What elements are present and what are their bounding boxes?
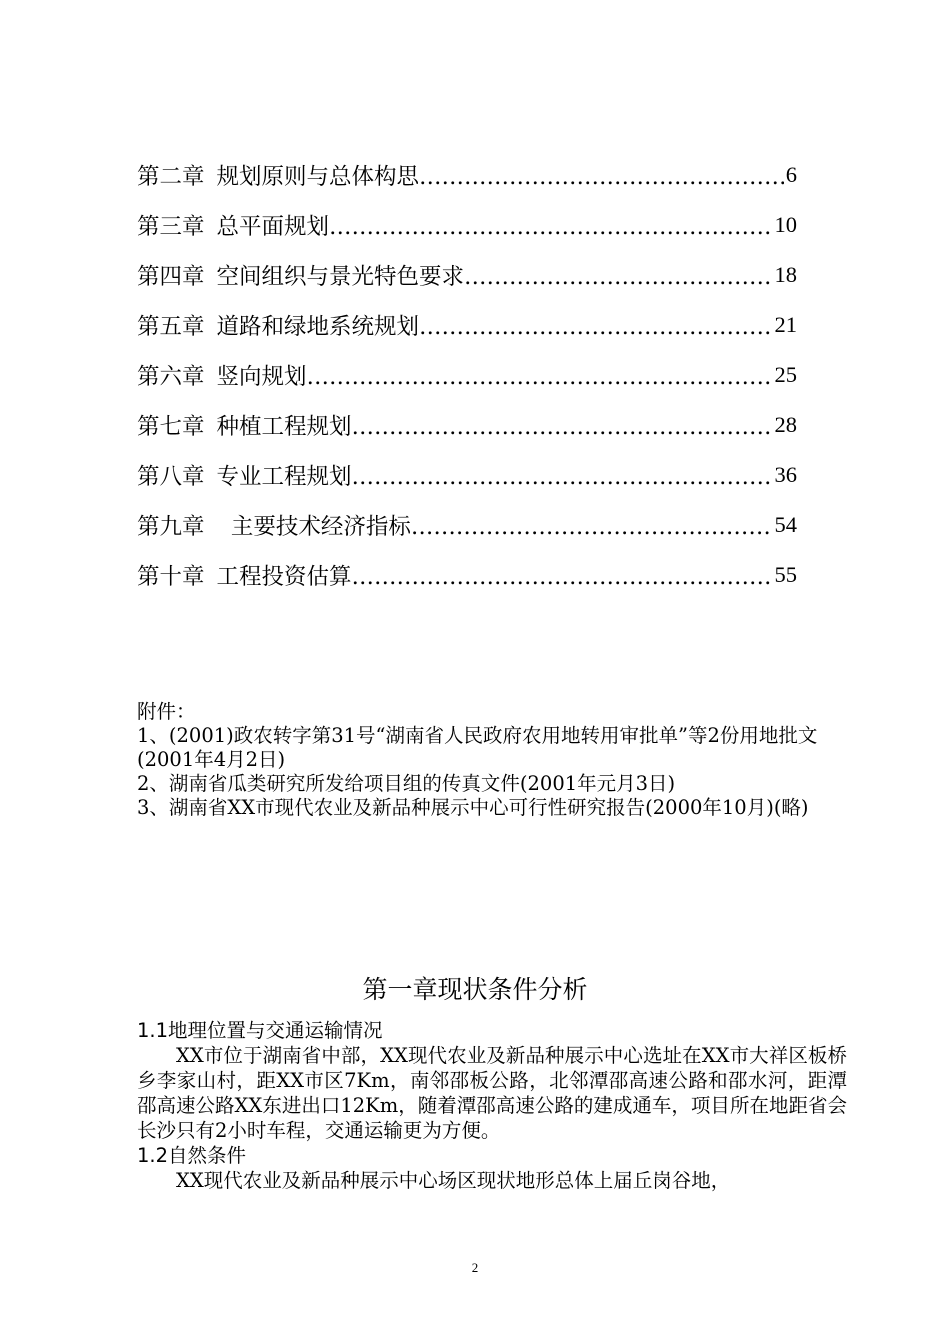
- toc-chapter-number: 第二章: [137, 164, 205, 190]
- toc-page-number: 25: [774, 362, 797, 387]
- toc-chapter-number: 第五章: [137, 314, 205, 340]
- toc-entry[interactable]: [137, 350, 797, 400]
- toc-chapter-title: 专业工程规划: [216, 464, 352, 490]
- toc-page-number: 6: [785, 162, 797, 187]
- toc-chapter-number: 第三章: [137, 214, 205, 240]
- section-paragraph: XX市位于湖南省中部，XX现代农业及新品种展示中心选址在XX市大祥区板桥乡李家山村，距XX市区7Km，南邻邵板公路，北邻潭邵高速公路和邵水河，距潭邵高速公路XX东进出口12Km，随着潭邵高速公路的建成通车，项目所在地距省会长沙只有2小时车程，交通运输更为方便。: [137, 1044, 847, 1142]
- toc-dot-leader: [352, 564, 773, 587]
- toc-chapter-number: 第八章: [137, 464, 205, 490]
- toc-page-number: 28: [774, 412, 797, 437]
- toc-dot-leader: [329, 214, 772, 237]
- toc-entry[interactable]: [137, 150, 797, 200]
- section-heading: 1.2自然条件: [137, 1144, 247, 1167]
- toc-chapter-title: 空间组织与景光特色要求: [216, 264, 465, 290]
- toc-dot-leader: [419, 164, 784, 187]
- toc-page-number: 10: [774, 212, 797, 237]
- toc-chapter-number: 第十章: [137, 564, 205, 590]
- page-number: 2: [471, 1260, 479, 1275]
- toc-page-number: 54: [774, 512, 797, 537]
- toc-dot-leader: [307, 364, 773, 387]
- toc-dot-leader: [464, 264, 772, 287]
- toc-chapter-title: 总平面规划: [216, 214, 330, 240]
- toc-entry[interactable]: [137, 250, 797, 300]
- appendix-heading: 附件：: [137, 700, 196, 723]
- appendix-item: 3、湖南省XX市现代农业及新品种展示中心可行性研究报告(2000年10月)(略): [137, 796, 809, 819]
- toc-dot-leader: [352, 464, 773, 487]
- toc-chapter-title: 竖向规划: [216, 364, 307, 390]
- chapter-title: 第一章现状条件分析: [362, 974, 588, 1004]
- toc-chapter-title: 道路和绿地系统规划: [216, 314, 420, 340]
- appendix-item: 1、(2001)政农转字第31号“湖南省人民政府农用地转用审批单”等2份用地批文 (2001年4月2日): [137, 724, 830, 771]
- toc-chapter-number: 第七章: [137, 414, 205, 440]
- toc-dot-leader: [352, 414, 773, 437]
- toc-chapter-title: 主要技术经济指标: [216, 514, 411, 540]
- toc-entry[interactable]: [137, 550, 797, 600]
- section-heading: 1.1地理位置与交通运输情况: [137, 1019, 383, 1042]
- table-of-contents: [137, 150, 797, 600]
- toc-dot-leader: [411, 514, 773, 537]
- toc-page-number: 36: [774, 462, 797, 487]
- appendix-item: 2、湖南省瓜类研究所发给项目组的传真文件(2001年元月3日): [137, 772, 676, 795]
- toc-entry[interactable]: [137, 450, 797, 500]
- section-paragraph: XX现代农业及新品种展示中心场区现状地形总体上届丘岗谷地，: [176, 1169, 731, 1192]
- toc-entry[interactable]: [137, 200, 797, 250]
- toc-chapter-number: 第六章: [137, 364, 205, 390]
- toc-chapter-title: 工程投资估算: [216, 564, 352, 590]
- appendix-section: [137, 700, 857, 820]
- toc-entry[interactable]: [137, 500, 797, 550]
- toc-entry[interactable]: [137, 300, 797, 350]
- toc-dot-leader: [419, 314, 772, 337]
- toc-chapter-title: 规划原则与总体构思: [216, 164, 420, 190]
- toc-chapter-number: 第九章: [137, 514, 205, 540]
- toc-page-number: 21: [774, 312, 797, 337]
- toc-page-number: 55: [774, 562, 797, 587]
- toc-page-number: 18: [774, 262, 797, 287]
- toc-entry[interactable]: [137, 400, 797, 450]
- chapter-body: [137, 1018, 847, 1193]
- toc-chapter-number: 第四章: [137, 264, 205, 290]
- toc-chapter-title: 种植工程规划: [216, 414, 352, 440]
